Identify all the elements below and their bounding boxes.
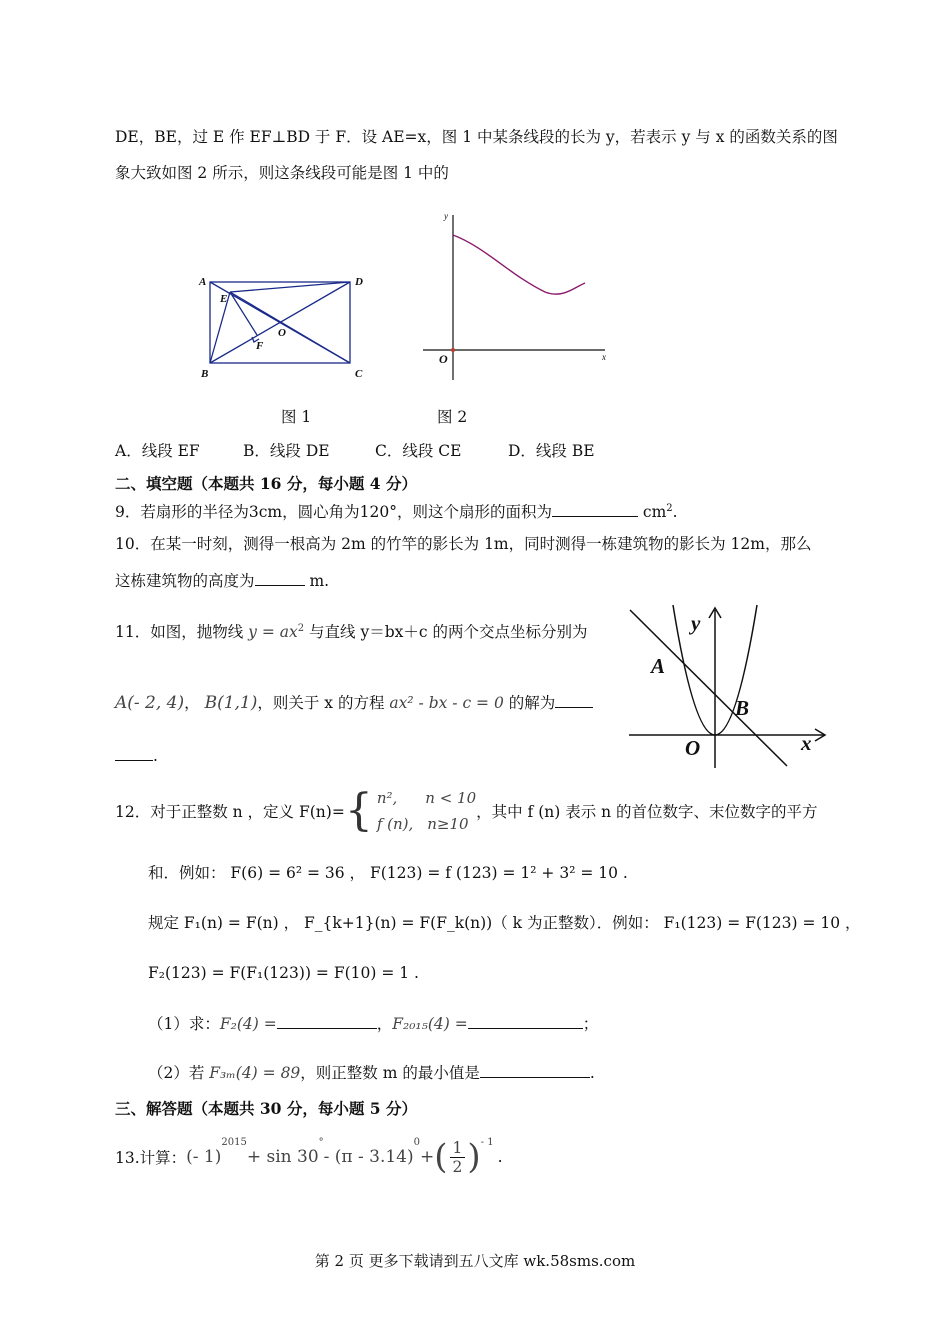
q12-example2: F₂(123) = F(F₁(123)) = F(10) = 1 . xyxy=(148,964,419,982)
q10-unit: m. xyxy=(309,572,330,590)
label-e: E xyxy=(220,293,228,305)
q12-piecewise: { n², n < 10 f (n), n≥10 xyxy=(344,785,477,836)
q11-line3 xyxy=(115,745,158,767)
q12-sub2-a: （2）若 xyxy=(148,1064,210,1082)
q11-label-o: O xyxy=(685,736,701,760)
segment-ce xyxy=(230,292,350,363)
q8-line1: DE，BE，过 E 作 EF⊥BD 于 F．设 AE=x，图 1 中某条线段的长为 y，若表示 y 与 x 的函数关系的图 xyxy=(115,128,838,146)
option-c: C．线段 CE xyxy=(375,442,462,460)
q13-fraction xyxy=(450,1139,466,1176)
fig2-caption: 图 2 xyxy=(437,408,468,426)
q12-intro-b: ，其中 f (n) 表示 n 的首位数字、末位数字的平方 xyxy=(476,803,818,821)
q9-text: 9．若扇形的半径为3cm，圆心角为120°，则这个扇形的面积为 xyxy=(115,503,552,522)
q12-rule: 规定 F₁(n) = F(n) ， F_{k+1}(n) = F(F_k(n))（ k 为正整数）．例如： F₁(123) = F(123) = 10 ， xyxy=(148,914,861,932)
label-b: B xyxy=(201,368,209,380)
q9 xyxy=(115,498,678,523)
label-c: C xyxy=(355,368,363,380)
q12-example1: 和．例如： F(6) = 6² = 36 ， F(123) = f (123) = 1² + 3² = 10 . xyxy=(148,864,628,882)
q13-expr-b: + sin 30 xyxy=(246,1147,319,1167)
q12-intro-a: 12．对于正整数 n ，定义 F(n)= xyxy=(115,803,345,821)
q11-figure xyxy=(625,600,850,770)
label-f: F xyxy=(256,340,264,352)
q10-answer-blank[interactable] xyxy=(255,571,305,586)
q9-end: . xyxy=(672,503,678,522)
q11-line1-a: 11．如图，抛物线 xyxy=(115,623,249,642)
q12-answer-blank-3[interactable] xyxy=(480,1063,590,1078)
q13-expr-c: - (π - 3.14) xyxy=(323,1147,414,1167)
label-a: A xyxy=(199,276,207,288)
label-origin: O xyxy=(439,352,448,366)
q12-line1 xyxy=(115,785,818,837)
q12-sub2-end: . xyxy=(589,1064,595,1082)
option-a: A．线段 EF xyxy=(115,442,200,460)
q12-case2-expr: f (n), xyxy=(376,815,414,833)
q13-exp1: 2015 xyxy=(221,1137,247,1148)
q11-label-x: x xyxy=(801,731,812,755)
q9-answer-blank[interactable] xyxy=(552,502,638,517)
q13: 13.计算： (- 1) $^{2015}$ + sin 30 ° - (π - 3.14) $^0$ + ( $\frac{1}{2}$ ) $^{- 1}$ . xyxy=(115,1137,503,1177)
origin-dot xyxy=(451,348,455,352)
q13-expr-a: (- 1) xyxy=(186,1147,222,1167)
q11-answer-blank-2[interactable] xyxy=(115,746,153,761)
q11-line2-end: 的解为 xyxy=(503,694,556,712)
q12-sub2-b: ，则正整数 m 的最小值是 xyxy=(300,1064,480,1082)
label-d: D xyxy=(355,276,363,288)
q13-exp2: 0 xyxy=(413,1137,421,1148)
q11-answer-blank-1[interactable] xyxy=(555,693,593,708)
q13-deg: ° xyxy=(318,1137,324,1148)
segment-de xyxy=(230,282,350,292)
q11-line2-mid: ，则关于 x 的方程 xyxy=(257,694,390,712)
label-o: O xyxy=(278,327,286,339)
figure-2-graph xyxy=(415,205,615,385)
q11-line1: 11．如图，抛物线 $y = ax^2$ 与直线 y＝bx＋c 的两个交点坐标分别为 xyxy=(115,623,588,642)
q12-answer-blank-1[interactable] xyxy=(277,1014,377,1029)
q13-frac-num: 1 xyxy=(450,1139,466,1158)
q12-sub1-expr2: F₂₀₁₅(4) = xyxy=(392,1015,468,1033)
q12-case1-expr: n², xyxy=(376,789,398,807)
q11-line2: A(- 2, 4)， B(1,1)，则关于 x 的方程 ax² - bx - c = 0 的解为 xyxy=(115,692,593,714)
q10-line2 xyxy=(115,570,329,592)
q13-exp3: - 1 xyxy=(480,1137,494,1148)
q8-line2: 象大致如图 2 所示，则这条线段可能是图 1 中的 xyxy=(115,164,449,182)
q11-label-y: y xyxy=(691,611,701,635)
q12-sub2 xyxy=(148,1062,595,1084)
q13-label: 13.计算： xyxy=(115,1149,187,1167)
q12-answer-blank-2[interactable] xyxy=(468,1014,583,1029)
segment-ef xyxy=(230,292,257,335)
q11-line3-end: . xyxy=(153,747,158,765)
q12-sub1-end: ； xyxy=(582,1015,599,1033)
q10-line2-text: 这栋建筑物的高度为 xyxy=(115,572,255,590)
q12-sub1-sep: ， xyxy=(376,1015,393,1033)
q11-equation: ax² - bx - c = 0 xyxy=(389,694,504,712)
label-x: x xyxy=(602,352,606,362)
q11-point-a: A(- 2, 4) xyxy=(115,693,185,713)
q12-sub1-a: （1）求： xyxy=(148,1015,220,1033)
straight-line xyxy=(630,610,787,766)
function-curve xyxy=(453,235,585,294)
section-2-title: 二、填空题（本题共 16 分，每小题 4 分） xyxy=(115,474,417,493)
q10-line1: 10．在某一时刻，测得一根高为 2m 的竹竿的影长为 1m，同时测得一栋建筑物的影长为 12m，那么 xyxy=(115,535,812,553)
page-footer: 第 2 页 更多下载请到五八文库 wk.58sms.com xyxy=(314,1252,636,1270)
q12-sub1 xyxy=(148,1013,598,1035)
q9-unit-sup: 2 xyxy=(666,503,673,514)
option-b: B．线段 DE xyxy=(243,442,330,460)
q12-sub1-expr1: F₂(4) = xyxy=(219,1015,277,1033)
section-3-title: 三、解答题（本题共 30 分，每小题 5 分） xyxy=(115,1099,417,1118)
q11-point-b: B(1,1) xyxy=(204,693,258,713)
label-y: y xyxy=(444,211,448,221)
q12-case2-cond: n≥10 xyxy=(427,815,469,833)
q11-line1-eq: y = ax xyxy=(248,623,298,642)
q13-frac-den: 2 xyxy=(452,1157,463,1176)
q11-label-a: A xyxy=(651,654,666,678)
q13-end: . xyxy=(497,1148,503,1166)
q11-line1-b: 与直线 y＝bx＋c 的两个交点坐标分别为 xyxy=(304,623,588,642)
q9-unit: cm xyxy=(642,503,667,522)
option-d: D．线段 BE xyxy=(508,442,595,460)
figure-1-rectangle xyxy=(195,270,375,385)
q11-label-b: B xyxy=(735,696,750,720)
q12-sub2-expr: F₃ₘ(4) = 89 xyxy=(209,1064,301,1082)
q13-expr-d: + xyxy=(420,1147,435,1167)
q12-case1-cond: n < 10 xyxy=(425,789,477,807)
fig1-caption: 图 1 xyxy=(281,408,312,426)
